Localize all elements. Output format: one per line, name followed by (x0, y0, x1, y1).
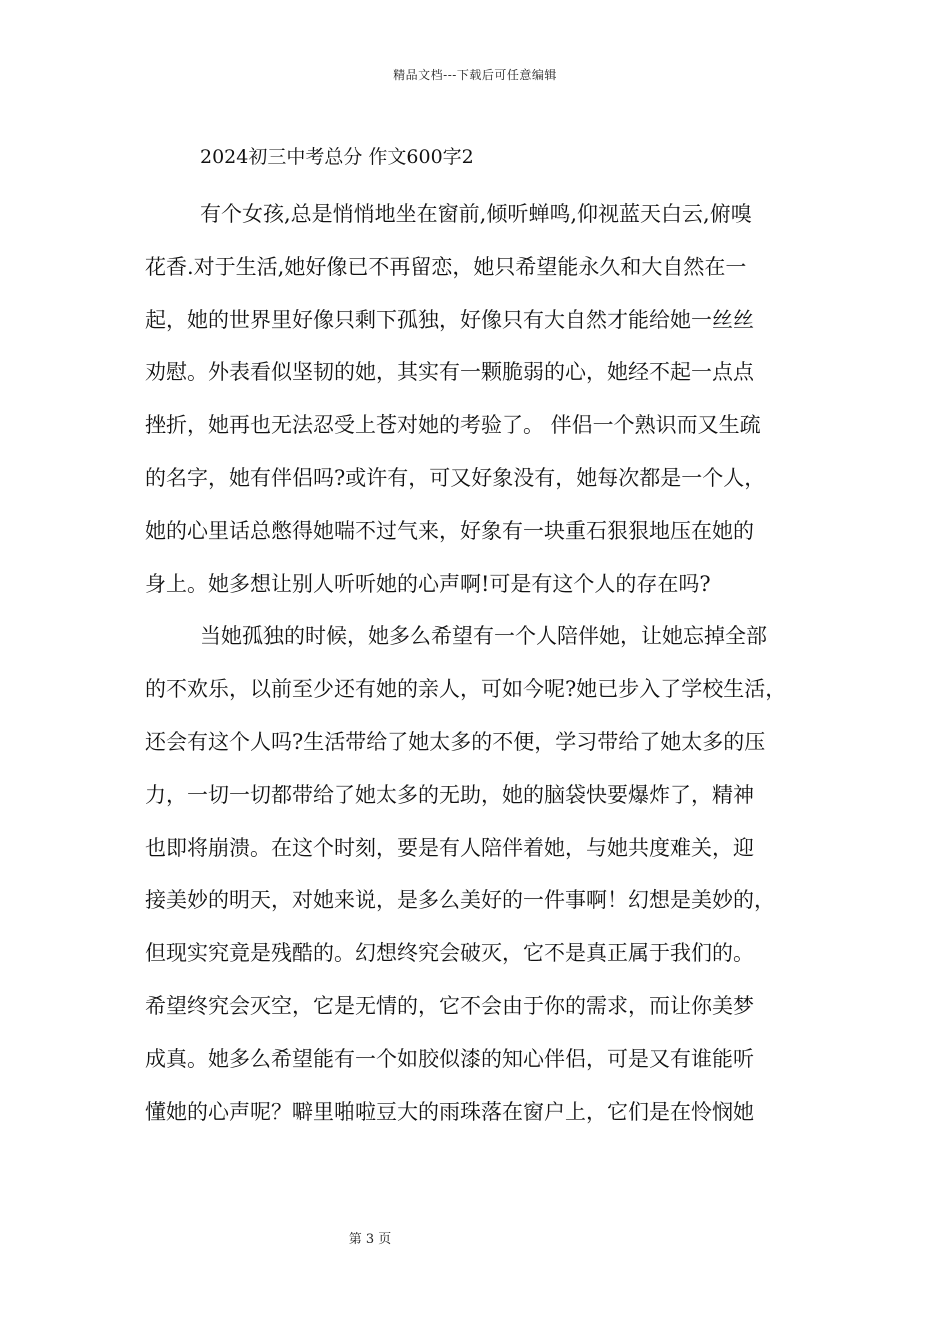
body-line: 花香.对于生活,她好像已不再留恋，她只希望能永久和大自然在一 (145, 254, 747, 279)
body-line: 起，她的世界里好像只剩下孤独，好像只有大自然才能给她一丝丝 (145, 307, 754, 332)
body-line: 懂她的心声呢？噼里啪啦豆大的雨珠落在窗户上，它们是在怜悯她 (145, 1099, 754, 1124)
body-line: 身上。她多想让别人听听她的心声啊!可是有这个人的存在吗? (145, 571, 711, 596)
page-header: 精品文档---下载后可任意编辑 (393, 68, 557, 82)
body-line: 的不欢乐，以前至少还有她的亲人，可如今呢?她已步入了学校生活， (145, 677, 787, 702)
document-body (145, 188, 835, 1138)
document-title: 2024初三中考总分 作文600字2 (200, 146, 474, 168)
body-line: 成真。她多么希望能有一个如胶似漆的知心伴侣，可是又有谁能听 (145, 1046, 754, 1071)
body-line: 她的心里话总憋得她喘不过气来，好象有一块重石狠狠地压在她的 (145, 518, 754, 543)
body-line: 也即将崩溃。在这个时刻，要是有人陪伴着她，与她共度难关，迎 (145, 835, 754, 860)
body-line: 当她孤独的时候，她多么希望有一个人陪伴她，让她忘掉全部 (200, 624, 767, 649)
body-line: 还会有这个人吗?生活带给了她太多的不便，学习带给了她太多的压 (145, 729, 766, 754)
body-line: 的名字，她有伴侣吗?或许有，可又好象没有，她每次都是一个人， (145, 465, 766, 490)
body-line: 希望终究会灭空，它是无情的，它不会由于你的需求，而让你美梦 (145, 993, 754, 1018)
body-line: 但现实究竟是残酷的。幻想终究会破灭，它不是真正属于我们的。 (145, 941, 754, 966)
body-line: 接美妙的明天，对她来说，是多么美好的一件事啊！幻想是美妙的， (145, 888, 775, 913)
page-number: 第 3 页 (348, 1232, 392, 1247)
body-line: 劝慰。外表看似坚韧的她，其实有一颗脆弱的心，她经不起一点点 (145, 360, 754, 385)
body-line: 挫折，她再也无法忍受上苍对她的考验了。 伴侣一个熟识而又生疏 (145, 413, 761, 438)
body-line: 有个女孩,总是悄悄地坐在窗前,倾听蝉鸣,仰视蓝天白云,俯嗅 (200, 202, 752, 226)
body-line: 力，一切一切都带给了她太多的无助，她的脑袋快要爆炸了，精神 (145, 782, 754, 807)
